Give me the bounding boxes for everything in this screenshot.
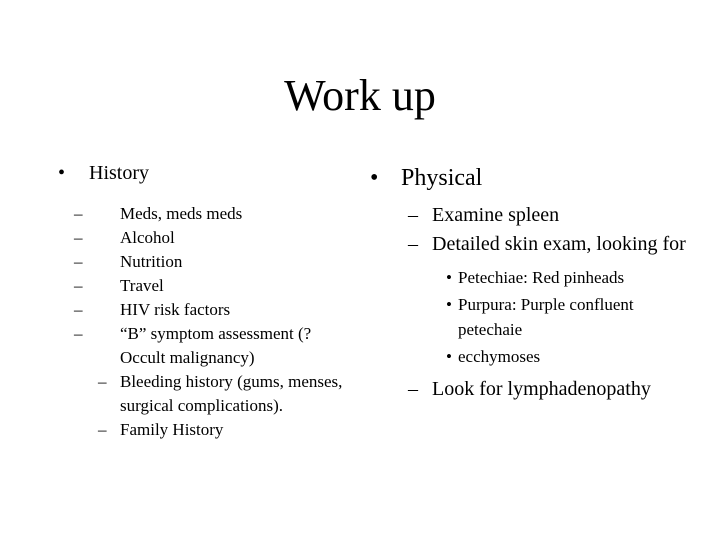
bullet-icon: • bbox=[370, 165, 379, 191]
physical-bullet bbox=[370, 163, 700, 193]
list-item bbox=[58, 202, 358, 226]
bullet-icon: • bbox=[58, 162, 66, 184]
skin-findings-list bbox=[370, 265, 700, 369]
list-item-text: Travel bbox=[120, 276, 164, 295]
list-item bbox=[58, 226, 358, 250]
list-item-text: Bleeding history (gums, menses, surgical complications). bbox=[120, 372, 343, 415]
list-item bbox=[58, 274, 358, 298]
physical-list-continued bbox=[370, 375, 700, 404]
list-item bbox=[58, 298, 358, 322]
list-item bbox=[370, 230, 700, 259]
list-item-text: Alcohol bbox=[120, 228, 175, 247]
list-item-text: HIV risk factors bbox=[120, 300, 231, 319]
list-item-text: Examine spleen bbox=[432, 204, 560, 226]
list-item bbox=[370, 344, 700, 369]
list-item bbox=[58, 418, 358, 442]
dash-icon: – bbox=[74, 228, 83, 247]
list-item-text: Family History bbox=[120, 420, 224, 439]
list-item-text: Detailed skin exam, looking for bbox=[432, 233, 686, 255]
list-item bbox=[58, 250, 358, 274]
list-item-text: Petechiae: Red pinheads bbox=[458, 268, 625, 287]
history-heading: History bbox=[89, 162, 149, 184]
list-item bbox=[58, 370, 358, 418]
list-item bbox=[370, 265, 700, 290]
list-item-text: ecchymoses bbox=[458, 347, 541, 366]
bullet-icon: • bbox=[446, 347, 452, 366]
history-list bbox=[58, 202, 358, 442]
list-item-text: “B” symptom assessment (? Occult malignancy) bbox=[120, 324, 312, 367]
dash-icon: – bbox=[74, 324, 83, 343]
dash-icon: – bbox=[408, 378, 418, 400]
list-item-text: Meds, meds meds bbox=[120, 204, 243, 223]
dash-icon: – bbox=[408, 233, 418, 255]
slide-title: Work up bbox=[284, 71, 436, 120]
list-item-text: Look for lymphadenopathy bbox=[432, 378, 651, 400]
dash-icon: – bbox=[98, 372, 107, 391]
list-item-text: Purpura: Purple confluent petechaie bbox=[458, 295, 634, 339]
list-item bbox=[370, 375, 700, 404]
physical-list bbox=[370, 201, 700, 259]
dash-icon: – bbox=[98, 420, 107, 439]
list-item-text: Nutrition bbox=[120, 252, 183, 271]
list-item bbox=[370, 201, 700, 230]
dash-icon: – bbox=[74, 204, 83, 223]
bullet-icon: • bbox=[446, 268, 452, 287]
list-item bbox=[370, 292, 700, 342]
dash-icon: – bbox=[408, 204, 418, 226]
physical-column bbox=[370, 160, 700, 404]
history-column bbox=[58, 160, 358, 442]
dash-icon: – bbox=[74, 276, 83, 295]
bullet-icon: • bbox=[446, 295, 452, 314]
dash-icon: – bbox=[74, 252, 83, 271]
list-item bbox=[58, 322, 358, 370]
dash-icon: – bbox=[74, 300, 83, 319]
history-bullet bbox=[58, 160, 358, 186]
physical-heading: Physical bbox=[401, 165, 483, 191]
